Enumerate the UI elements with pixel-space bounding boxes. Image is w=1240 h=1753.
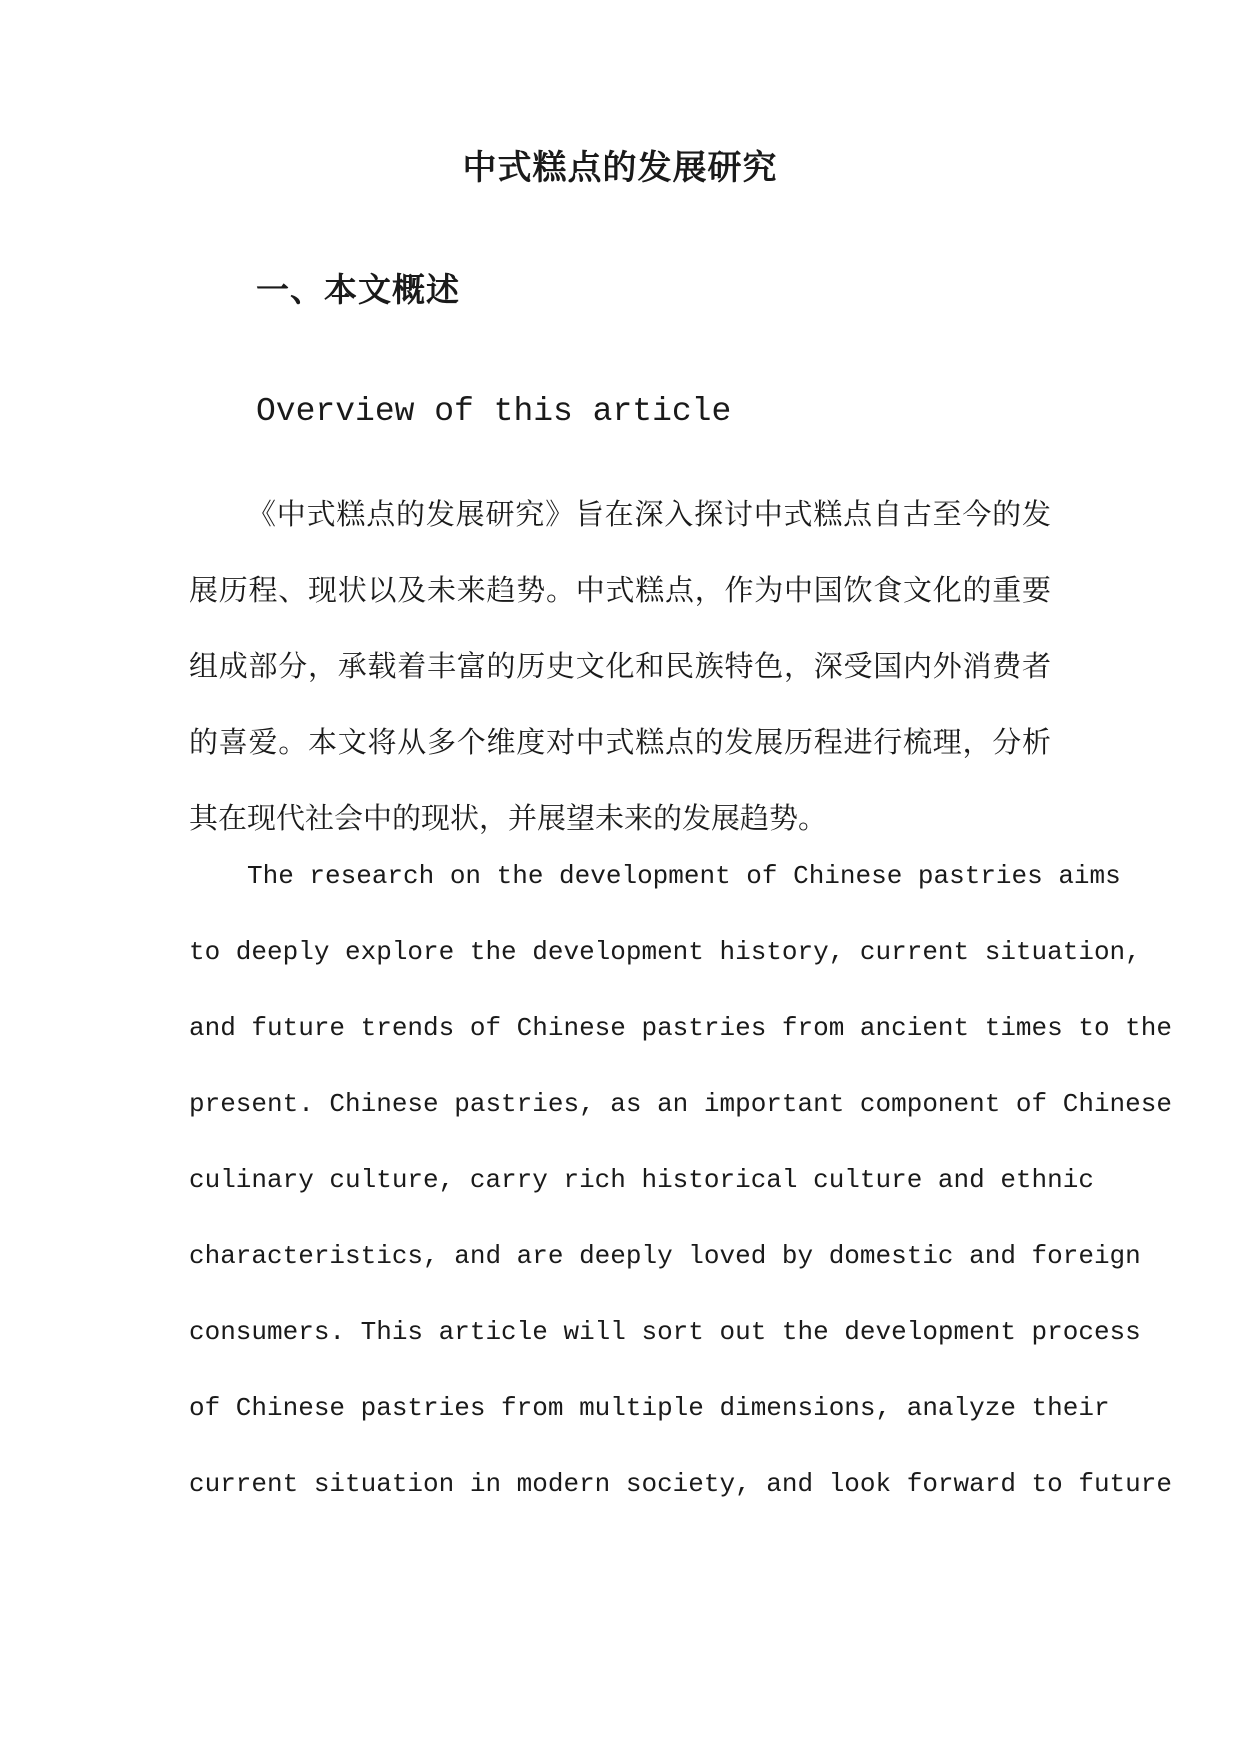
paragraph-english bbox=[189, 838, 1172, 1522]
paragraph-line: present. Chinese pastries, as an important component of Chinese bbox=[189, 1089, 1172, 1119]
paragraph-line: 《中式糕点的发展研究》旨在深入探讨中式糕点自古至今的发 bbox=[247, 497, 1051, 531]
paragraph-line: characteristics, and are deeply loved by domestic and foreign bbox=[189, 1241, 1141, 1271]
paragraph-line: to deeply explore the development history, current situation, bbox=[189, 937, 1141, 967]
section-heading-chinese: 一、本文概述 bbox=[256, 270, 460, 309]
paragraph-line: 其在现代社会中的现状，并展望未来的发展趋势。 bbox=[189, 801, 828, 835]
paragraph-line: 展历程、现状以及未来趋势。中式糕点，作为中国饮食文化的重要 bbox=[189, 573, 1051, 607]
paragraph-line: of Chinese pastries from multiple dimensions, analyze their bbox=[189, 1393, 1110, 1423]
document-title: 中式糕点的发展研究 bbox=[462, 148, 778, 188]
paragraph-line: consumers. This article will sort out the development process bbox=[189, 1317, 1141, 1347]
paragraph-chinese bbox=[189, 476, 1051, 856]
paragraph-line: The research on the development of Chinese pastries aims bbox=[247, 861, 1121, 891]
section-heading-english: Overview of this article bbox=[256, 393, 732, 430]
paragraph-line: 的喜爱。本文将从多个维度对中式糕点的发展历程进行梳理，分析 bbox=[189, 725, 1051, 759]
paragraph-line: and future trends of Chinese pastries from ancient times to the bbox=[189, 1013, 1172, 1043]
paragraph-line: 组成部分，承载着丰富的历史文化和民族特色，深受国内外消费者 bbox=[189, 649, 1051, 683]
paragraph-line: current situation in modern society, and look forward to future bbox=[189, 1469, 1172, 1499]
paragraph-line: culinary culture, carry rich historical culture and ethnic bbox=[189, 1165, 1094, 1195]
